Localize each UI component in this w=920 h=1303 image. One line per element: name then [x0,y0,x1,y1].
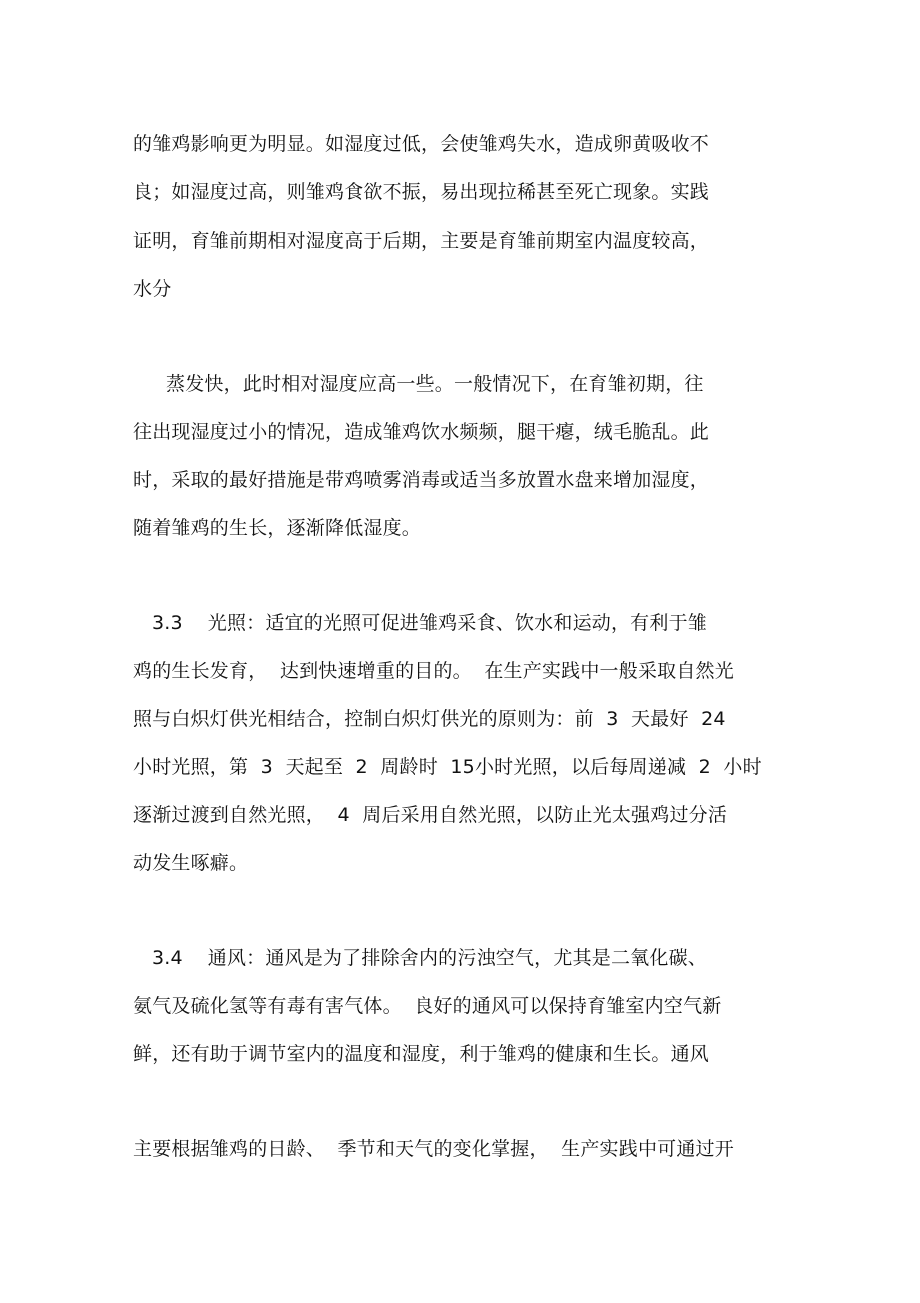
section-heading-line: 3.3 光照：适宜的光照可促进雏鸡采食、饮水和运动，有利于雏 [152,612,707,634]
text-line: 氨气及硫化氢等有毒有害气体。 良好的通风可以保持育雏室内空气新 [133,995,722,1017]
text-line: 往出现湿度过小的情况，造成雏鸡饮水频频，腿干瘪，绒毛脆乱。此 [133,421,710,443]
text-line: 动发生啄癖。 [133,852,249,874]
text-line: 鸡的生长发育， 达到快速增重的目的。 在生产实践中一般采取自然光 [133,660,734,682]
section-heading-line: 3.4 通风：通风是为了排除舍内的污浊空气，尤其是二氧化碳、 [152,947,707,969]
text-line: 逐渐过渡到自然光照， 4 周后采用自然光照，以防止光太强鸡过分活 [133,804,728,826]
text-line: 随着雏鸡的生长，逐渐降低湿度。 [133,517,422,539]
text-line: 证明，育雏前期相对湿度高于后期，主要是育雏前期室内温度较高， [133,230,710,252]
text-line: 的雏鸡影响更为明显。如湿度过低，会使雏鸡失水，造成卵黄吸收不 [133,133,710,155]
text-line: 小时光照，第 3 天起至 2 周龄时 15小时光照，以后每周递减 2 小时 [133,756,762,778]
text-line: 鲜，还有助于调节室内的温度和湿度，利于雏鸡的健康和生长。通风 [133,1043,710,1065]
text-line: 蒸发快，此时相对湿度应高一些。一般情况下，在育雏初期，往 [166,373,704,395]
text-line: 时，采取的最好措施是带鸡喷雾消毒或适当多放置水盘来增加湿度， [133,469,710,491]
text-line: 主要根据雏鸡的日龄、 季节和天气的变化掌握， 生产实践中可通过开 [133,1138,734,1160]
text-line: 良；如湿度过高，则雏鸡食欲不振，易出现拉稀甚至死亡现象。实践 [133,181,710,203]
text-line: 照与白炽灯供光相结合，控制白炽灯供光的原则为：前 3 天最好 24 [133,708,726,730]
text-line: 水分 [133,278,172,300]
